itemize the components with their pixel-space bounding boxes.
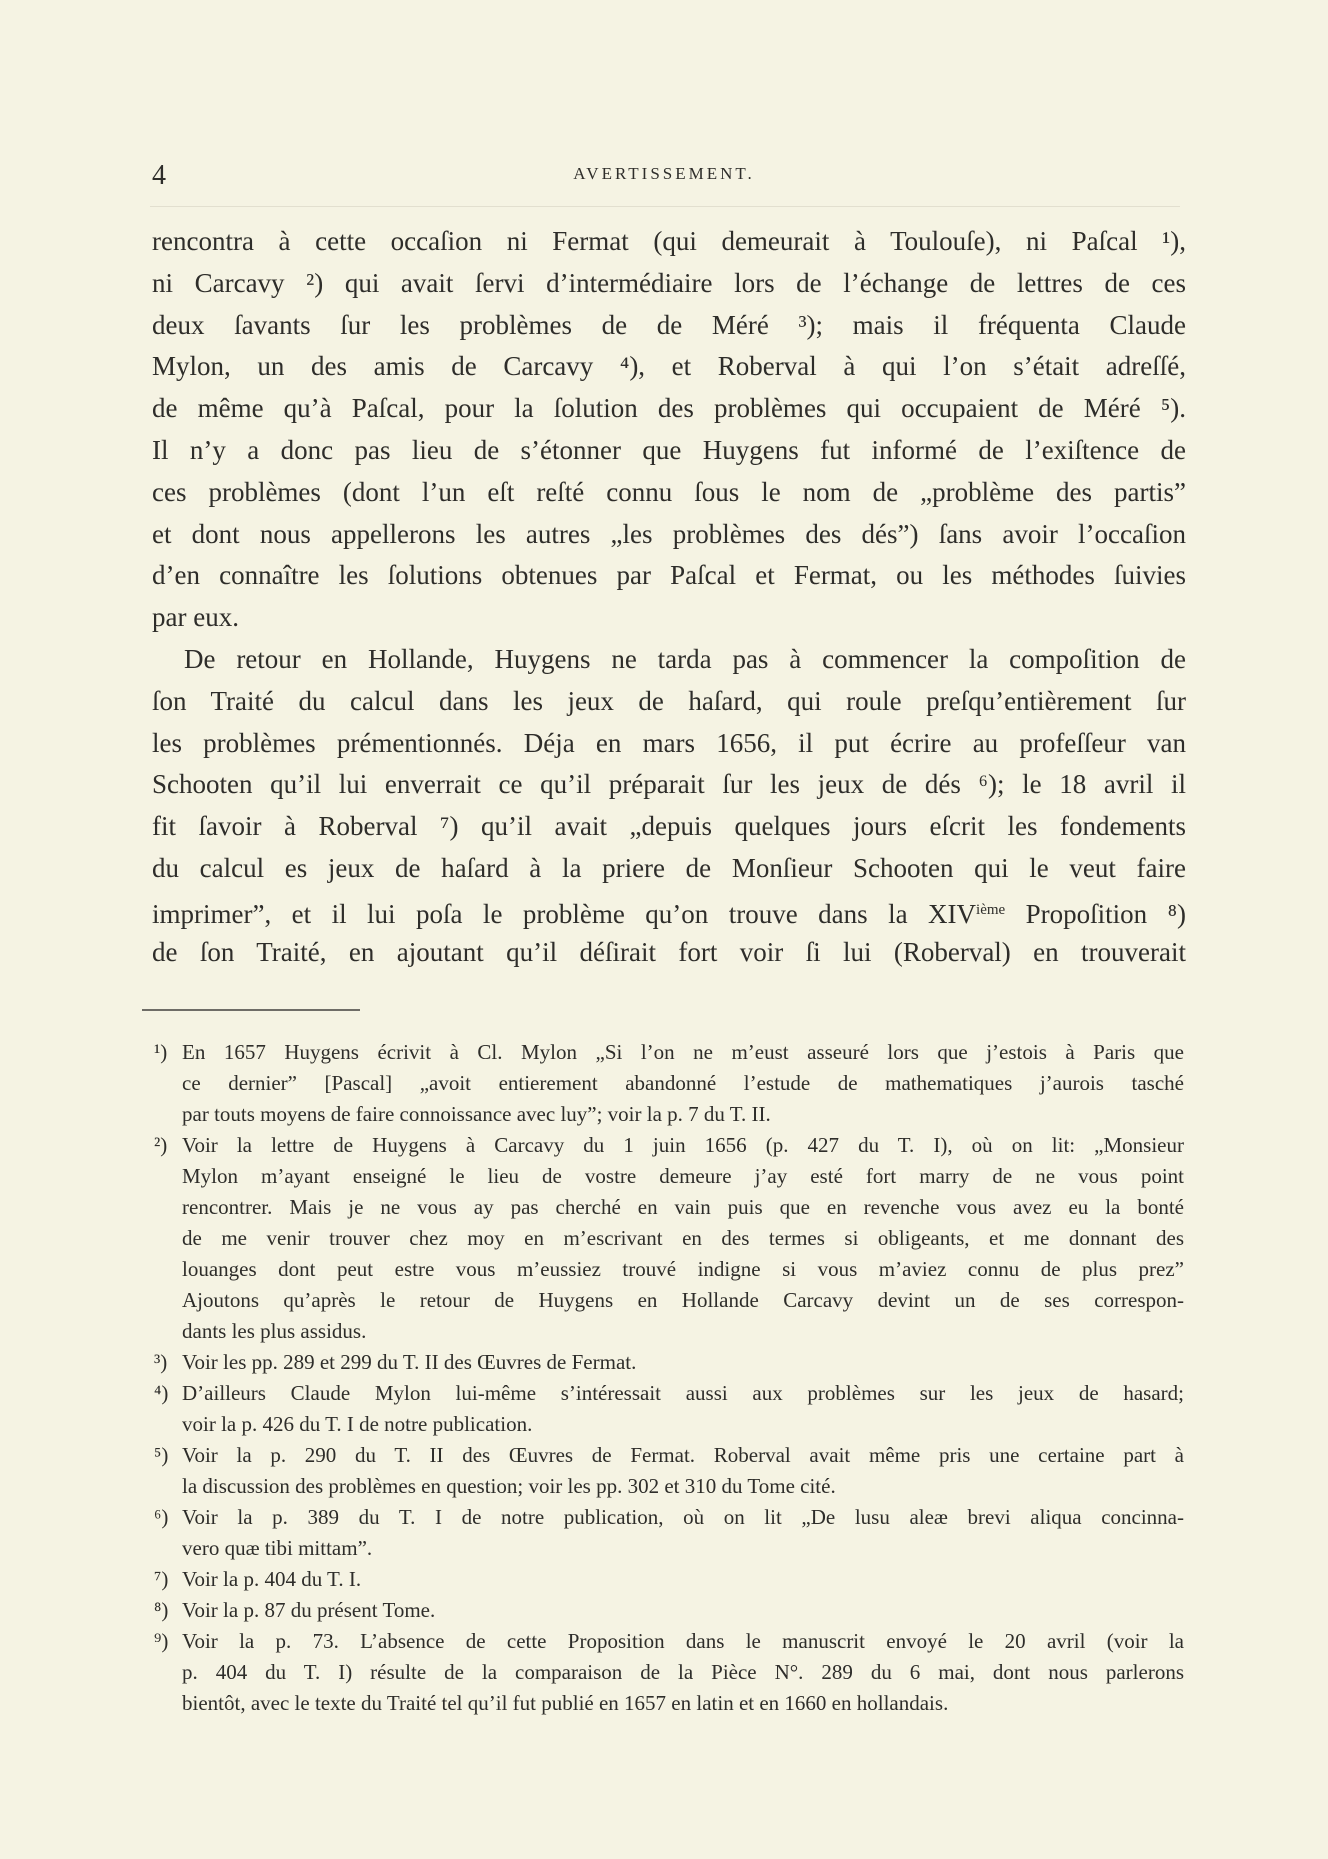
text-line: Schooten qu’il lui enverrait ce qu’il préparait ſur les jeux de dés ⁶); le 18 avril il bbox=[152, 769, 1186, 800]
text-line: deux ſavants ſur les problèmes de de Méré ³); mais il fréquenta Claude bbox=[152, 309, 1186, 340]
footnote-line: Voir les pp. 289 et 299 du T. II des Œuvres de Fermat. bbox=[182, 1350, 637, 1374]
running-head: AVERTISSEMENT. bbox=[573, 164, 755, 183]
footnote-marker: ⁷) bbox=[154, 1567, 169, 1591]
footnote-line: Voir la p. 73. L’absence de cette Proposition dans le manuscrit envoyé le 20 avril (voir la bbox=[182, 1629, 1184, 1653]
text-segment: imprimer”, et il lui poſa le problème qu’on trouve dans la XIV bbox=[152, 898, 977, 929]
footnote bbox=[154, 1440, 1184, 1502]
text-line: les problèmes prémentionnés. Déja en mars 1656, il put écrire au profeſſeur van bbox=[152, 727, 1186, 758]
text-line: de même qu’à Paſcal, pour la ſolution des problèmes qui occupaient de Méré ⁵). bbox=[152, 393, 1186, 424]
footnote-line: D’ailleurs Claude Mylon lui-même s’intéressait aussi aux problèmes sur les jeux de hasard; bbox=[182, 1381, 1184, 1405]
footnote-line: Voir la p. 290 du T. II des Œuvres de Fermat. Roberval avait même pris une certaine part à bbox=[182, 1443, 1184, 1467]
text-line: Mylon, un des amis de Carcavy ⁴), et Roberval à qui l’on s’était adreſſé, bbox=[152, 351, 1186, 382]
text-line: fit ſavoir à Roberval ⁷) qu’il avait „depuis quelques jours eſcrit les fondements bbox=[152, 811, 1186, 842]
footnote bbox=[154, 1502, 1184, 1564]
text-line: et dont nous appellerons les autres „les problèmes des dés”) ſans avoir l’occaſion bbox=[152, 518, 1186, 549]
footnote-marker: ⁴) bbox=[154, 1381, 169, 1405]
footnote-line: Mylon m’ayant enseigné le lieu de vostre demeure j’ay esté fort marry de ne vous point bbox=[182, 1164, 1184, 1188]
text-line: de ſon Traité, en ajoutant qu’il déſirait fort voir ſi lui (Roberval) en trouverait bbox=[152, 936, 1186, 967]
footnote-marker: ⁸) bbox=[154, 1598, 169, 1622]
footnote-marker: ¹) bbox=[154, 1040, 168, 1064]
text-line bbox=[152, 890, 1186, 932]
footnote-line: Voir la lettre de Huygens à Carcavy du 1 juin 1656 (p. 427 du T. I), où on lit: „Monsieur bbox=[182, 1133, 1184, 1157]
footnote-line: dants les plus assidus. bbox=[182, 1319, 367, 1343]
footnote-marker: ³) bbox=[154, 1350, 168, 1374]
superscript: ième bbox=[976, 901, 1006, 918]
text-line: rencontra à cette occaſion ni Fermat (qui demeurait à Toulouſe), ni Paſcal ¹), bbox=[152, 226, 1186, 256]
footnotes bbox=[154, 1037, 1184, 1719]
footnote-marker: ⁹) bbox=[154, 1629, 169, 1653]
footnote bbox=[154, 1037, 1184, 1130]
footnote-line: la discussion des problèmes en question; voir les pp. 302 et 310 du Tome cité. bbox=[182, 1474, 836, 1498]
footnote bbox=[154, 1347, 1184, 1378]
footnote-line: Voir la p. 87 du présent Tome. bbox=[182, 1598, 436, 1622]
footnote bbox=[154, 1130, 1184, 1347]
footnote-line: par touts moyens de faire connoissance avec luy”; voir la p. 7 du T. II. bbox=[182, 1102, 771, 1126]
text-line: ni Carcavy ²) qui avait ſervi d’intermédiaire lors de l’échange de lettres de ces bbox=[152, 267, 1186, 298]
footnote-line: bientôt, avec le texte du Traité tel qu’il fut publié en 1657 en latin et en 1660 en hollandais. bbox=[182, 1691, 949, 1715]
text-segment: Propoſition ⁸) bbox=[1005, 898, 1186, 929]
text-line: Il n’y a donc pas lieu de s’étonner que Huygens fut informé de l’exiſtence de bbox=[152, 434, 1186, 465]
text-line: d’en connaître les ſolutions obtenues par Paſcal et Fermat, ou les méthodes ſuivies bbox=[152, 560, 1186, 591]
footnote-line: En 1657 Huygens écrivit à Cl. Mylon „Si l’on ne m’eust asseuré lors que j’estois à Paris que bbox=[182, 1040, 1184, 1064]
footnote-line: vero quæ tibi mittam”. bbox=[182, 1536, 373, 1560]
footnote bbox=[154, 1564, 1184, 1595]
footnote-marker: ²) bbox=[154, 1133, 168, 1157]
footnote-line: p. 404 du T. I) résulte de la comparaison de la Pièce N°. 289 du 6 mai, dont nous parlerons bbox=[182, 1660, 1184, 1684]
footnote-line: de me venir trouver chez moy en m’escrivant en des termes si obligeants, et me donnant des bbox=[182, 1226, 1184, 1250]
header-rule bbox=[150, 206, 1180, 207]
text-line: ces problèmes (dont l’un eſt reſté connu ſous le nom de „problème des partis” bbox=[152, 476, 1186, 507]
footnote-line: voir la p. 426 du T. I de notre publication. bbox=[182, 1412, 533, 1436]
footnote bbox=[154, 1595, 1184, 1626]
page-number: 4 bbox=[152, 160, 166, 191]
footnote-line: rencontrer. Mais je ne vous ay pas cherché en vain puis que en revenche vous avez eu la bonté bbox=[182, 1195, 1184, 1219]
footnote-marker: ⁵) bbox=[154, 1443, 169, 1467]
footnote-rule bbox=[142, 1009, 360, 1011]
footnote-line: Voir la p. 389 du T. I de notre publication, où on lit „De lusu aleæ brevi aliqua concinna- bbox=[182, 1505, 1184, 1529]
footnote-line: ce dernier” [Pascal] „avoit entierement abandonné l’estude de mathematiques j’aurois tasché bbox=[182, 1071, 1184, 1095]
text-line: ſon Traité du calcul dans les jeux de haſard, qui roule preſqu’entièrement ſur bbox=[152, 685, 1186, 716]
footnote-line: Ajoutons qu’après le retour de Huygens en Hollande Carcavy devint un de ses correspon- bbox=[182, 1288, 1184, 1312]
main-text bbox=[152, 221, 1186, 973]
footnote-line: Voir la p. 404 du T. I. bbox=[182, 1567, 362, 1591]
text-line: De retour en Hollande, Huygens ne tarda pas à commencer la compoſition de bbox=[184, 643, 1186, 674]
footnote-line: louanges dont peut estre vous m’eussiez trouvé indigne si vous m’aviez connu de plus prez” bbox=[182, 1257, 1184, 1281]
text-line: du calcul es jeux de haſard à la priere de Monſieur Schooten qui le veut faire bbox=[152, 852, 1186, 883]
footnote bbox=[154, 1378, 1184, 1440]
footnote-marker: ⁶) bbox=[154, 1505, 169, 1529]
footnote bbox=[154, 1626, 1184, 1719]
text-line: par eux. bbox=[152, 602, 239, 633]
